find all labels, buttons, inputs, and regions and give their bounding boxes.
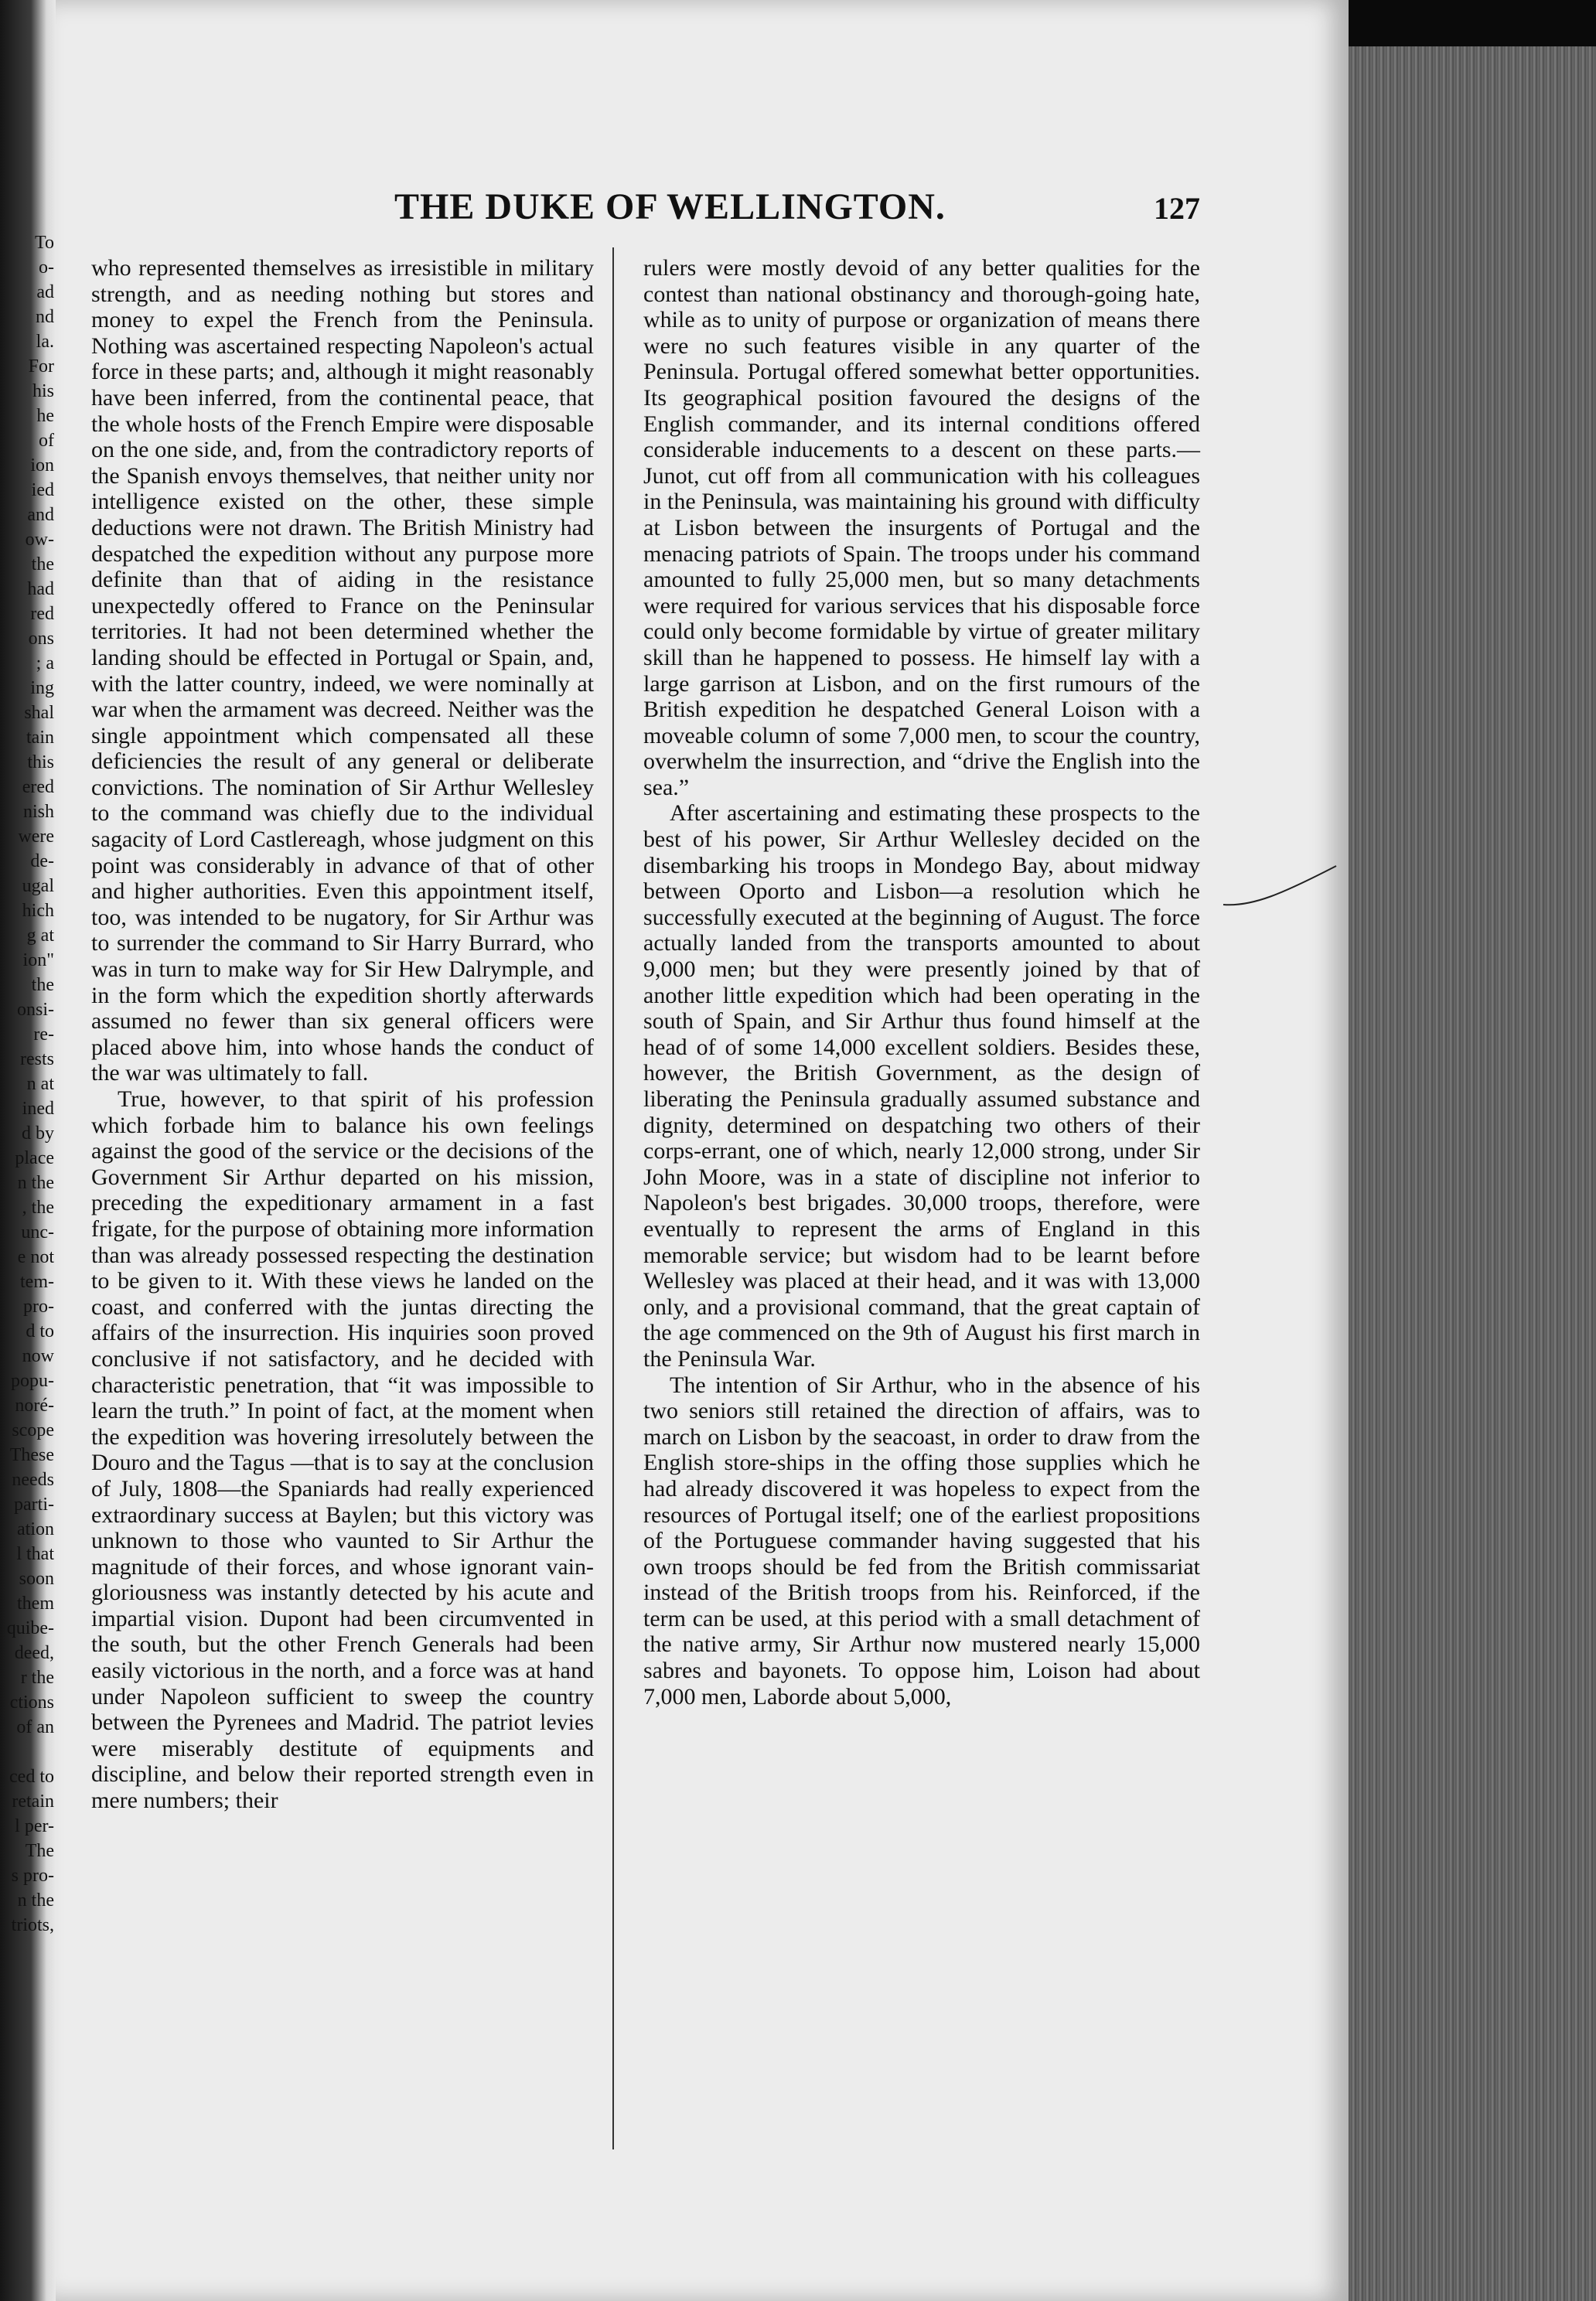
adjacent-page-fragment: ; a [36,653,54,673]
adjacent-page-fragment: nd [36,307,54,327]
adjacent-page-fragment: nish [22,802,54,822]
right-paragraph-1: rulers were mostly devoid of any better qualities for the contest than national obstinancy and thorough-going hate, while as to unity of purpose or organization of means there were no such features visible in any quarter of the Peninsula. Portugal offered somewhat better opportunities. Its geographical position favoured the designs of the English commander, and its internal conditions offered considerable inducements to a descent on these parts.—Junot, cut off from all communication with his colleagues in the Peninsula, was maintaining his ground with difficulty at Lisbon between the insurgents of Portugal and the menacing patriots of Spain. The troops under his command amounted to fully 25,000 men, but so many detachments were required for various services that his disposable force could only become formidable by virtue of greater military skill than he happened to possess. He himself lay with a large garrison at Lisbon, and on the first rumours of the British expedition he despatched General Loison with a moveable column of some 7,000 men, to scour the country, overwhelm the insurrection, and “drive the English into the sea.” [643,255,1200,800]
adjacent-page-fragment: retain [12,1791,54,1812]
adjacent-page-fragment: ons [28,629,54,649]
adjacent-page-fragment: needs [12,1470,54,1490]
adjacent-page-fragment: tain [26,728,54,748]
adjacent-page-fragment: hich [22,901,54,921]
adjacent-page-strip [0,0,56,2301]
adjacent-page-fragment: red [30,604,54,624]
adjacent-page-fragment: , the [22,1198,54,1218]
left-column [91,255,594,1814]
adjacent-page-fragment: pro- [23,1297,54,1317]
adjacent-page-fragment: them [17,1594,54,1614]
adjacent-page-fragment: la. [36,332,54,352]
adjacent-page-fragment: ion [30,455,54,476]
right-paragraph-2: After ascertaining and estimating these prospects to the best of his power, Sir Arthur Wellesley decided on the disembarking his troops in Mondego Bay, about midway between Oporto and Lisbon—a resolution which he successfully executed at the beginning of August. The force actually landed from the transports amounted to about 9,000 men; but they were presently joined by that of another little expedition which had been operating in the south of Spain, and Sir Arthur thus found himself at the head of of some 14,000 excellent soldiers. Besides these, however, the British Government, as the design of liberating the Peninsula gradually assumed substance and dignity, determined on despatching two others of their corps-errant, one of which, nearly 12,000 strong, under Sir John Moore, was in a state of discipline not inferior to Napoleon's best brigades. 30,000 troops, therefore, were eventually to represent the arms of England in this memorable service; but wisdom had to be learnt before Wellesley was placed at their head, and it was with 13,000 only, and a provisional command, that the great captain of the age commenced on the 9th of August his first march in the Peninsula War. [643,800,1200,1372]
adjacent-page-fragment: g at [26,926,54,946]
adjacent-page-fragment: The [25,1841,54,1861]
adjacent-page-fragment [2,1740,54,1764]
pen-mark [1222,862,1338,908]
adjacent-page-fragment: shal [24,703,54,723]
adjacent-page-fragment: he [36,406,54,426]
adjacent-page-fragment: soon [19,1569,54,1589]
adjacent-page-fragment: place [15,1148,54,1168]
adjacent-page-fragment: For [28,356,54,377]
adjacent-page-fragment: n the [17,1173,54,1193]
adjacent-page-fragment: e not [17,1247,54,1267]
adjacent-page-fragment: his [32,381,54,401]
adjacent-page-fragment: the [31,975,54,995]
adjacent-page-fragment: quibe- [6,1618,54,1638]
adjacent-page-fragment: To [35,233,54,253]
adjacent-page-fragment: ugal [22,876,54,896]
adjacent-page-fragment: rests [20,1049,54,1069]
adjacent-page-fragment: of an [16,1717,54,1737]
page-number: 127 [1154,191,1200,226]
adjacent-page-fragment: ced to [9,1767,54,1787]
adjacent-page-fragment: parti- [14,1495,54,1515]
adjacent-page-fragment: ered [22,777,54,797]
adjacent-page-fragment: n the [17,1890,54,1911]
adjacent-page-fragment: ow- [25,530,54,550]
adjacent-page-fragment: These [9,1445,54,1465]
adjacent-page-fragment: the [31,554,54,574]
adjacent-page-fragment: were [18,827,54,847]
adjacent-page-fragment: triots, [11,1915,54,1935]
adjacent-page-fragment: unc- [21,1222,54,1243]
adjacent-page-fragment: ation [17,1519,54,1539]
left-paragraph-1: who represented themselves as irresistible in military strength, and as needing nothing but stores and money to expel the French from the Peninsula. Nothing was ascertained respecting Napoleon's actual force in these parts; and, although it might reasonably have been inferred, from the continental peace, that the whole hosts of the French Empire were disposable on the one side, and, from the contradictory reports of the Spanish envoys themselves, that neither unity nor intelligence existed on the other, these simple deductions were not drawn. The British Ministry had despatched the expedition without any purpose more definite than that of aiding in the resistance unexpectedly offered to France on the Peninsular territories. It had not been determined whether the landing should be effected in Portugal or Spain, and, with the latter country, indeed, we were nominally at war when the armament was decreed. Neither was the single appointment which compensated all these deficiencies the result of any general or deliberate convictions. The nomination of Sir Arthur Wellesley to the command was chiefly due to the individual sagacity of Lord Castlereagh, whose judgment on this point was considerably in advance of that of other and higher authorities. Even this appointment itself, too, was intended to be nugatory, for Sir Arthur was to surrender the command to Sir Harry Burrard, who was in turn to make way for Sir Hew Dalrymple, and in the form which the expedition shortly afterwards assumed no fewer than six general officers were placed above him, into whose hands the conduct of the war was ultimately to fall. [91,255,594,1086]
adjacent-page-fragment: scope [12,1420,54,1440]
running-head: THE DUKE OF WELLINGTON. [394,186,946,227]
adjacent-page-fragment: ined [22,1099,54,1119]
adjacent-page-fragment: this [27,752,54,772]
page-header [56,186,1349,247]
adjacent-page-fragment: r the [20,1668,54,1688]
adjacent-page-fragment: re- [33,1024,54,1045]
adjacent-page-fragment: tem- [20,1272,54,1292]
adjacent-page-fragments [2,230,54,1938]
adjacent-page-fragment: n at [26,1074,54,1094]
adjacent-page-fragment: d to [26,1321,54,1341]
adjacent-page-fragment: noré- [15,1396,54,1416]
adjacent-page-fragment: ion" [22,950,54,970]
adjacent-page-fragment: of [39,431,54,451]
adjacent-page-fragment: de- [30,851,54,871]
adjacent-page-fragment: s pro- [11,1866,54,1886]
adjacent-page-fragment: ad [36,282,54,302]
page-edge-shadow [1349,0,1596,46]
page-stack-edge [1349,46,1596,2301]
right-paragraph-3: The intention of Sir Arthur, who in the absence of his two seniors still retained the direction of affairs, was to march on Lisbon by the seacoast, in order to draw from the English store-ships in the offing those supplies which he had already discovered it was hopeless to expect from the resources of Portugal itself; one of the earliest propositions of the Portuguese commander having suggested that his own troops should be fed from the British commissariat instead of the British troops from his. Reinforced, if the term can be used, at this period with a small detachment of the native army, Sir Arthur now mustered nearly 15,000 sabres and bayonets. To oppose him, Loison had about 7,000 men, Laborde about 5,000, [643,1372,1200,1710]
adjacent-page-fragment: and [27,505,54,525]
right-column [643,255,1200,1710]
adjacent-page-fragment: now [22,1346,54,1366]
adjacent-page-fragment: ing [30,678,54,698]
adjacent-page-fragment: popu- [11,1371,54,1391]
adjacent-page-fragment: ctions [9,1693,54,1713]
adjacent-page-fragment: l that [16,1544,54,1564]
adjacent-page-fragment: onsi- [17,1000,54,1020]
adjacent-page-fragment: d by [22,1123,54,1144]
adjacent-page-fragment: had [27,579,54,599]
adjacent-page-fragment: l per- [15,1816,54,1836]
adjacent-page-fragment: ied [31,480,54,500]
column-divider [612,247,614,2149]
adjacent-page-fragment: deed, [14,1643,54,1663]
adjacent-page-fragment: o- [39,257,54,278]
left-paragraph-2: True, however, to that spirit of his profession which forbade him to balance his own feelings against the good of the service or the decisions of the Government Sir Arthur departed on his mission, preceding the expeditionary armament in a fast frigate, for the purpose of obtaining more information than was already possessed respecting the destination to be given to it. With these views he landed on the coast, and conferred with the juntas directing the affairs of the insurrection. His inquiries soon proved conclusive if not satisfactory, and he decided with characteristic penetration, that “it was impossible to learn the truth.” In point of fact, at the moment when the expedition was hovering irresolutely between the Douro and the Tagus —that is to say at the conclusion of July, 1808—the Spaniards had really experienced extraordinary success at Baylen; but this victory was unknown to those who vaunted to Sir Arthur the magnitude of their forces, and whose ignorant vain-gloriousness was instantly detected by his acute and impartial vision. Dupont had been circumvented in the south, but the other French Generals had been easily victorious in the north, and a force was at hand under Napoleon sufficient to sweep the country between the Pyrenees and Madrid. The patriot levies were miserably destitute of equipments and discipline, and below their reported strength even in mere numbers; their [91,1086,594,1814]
